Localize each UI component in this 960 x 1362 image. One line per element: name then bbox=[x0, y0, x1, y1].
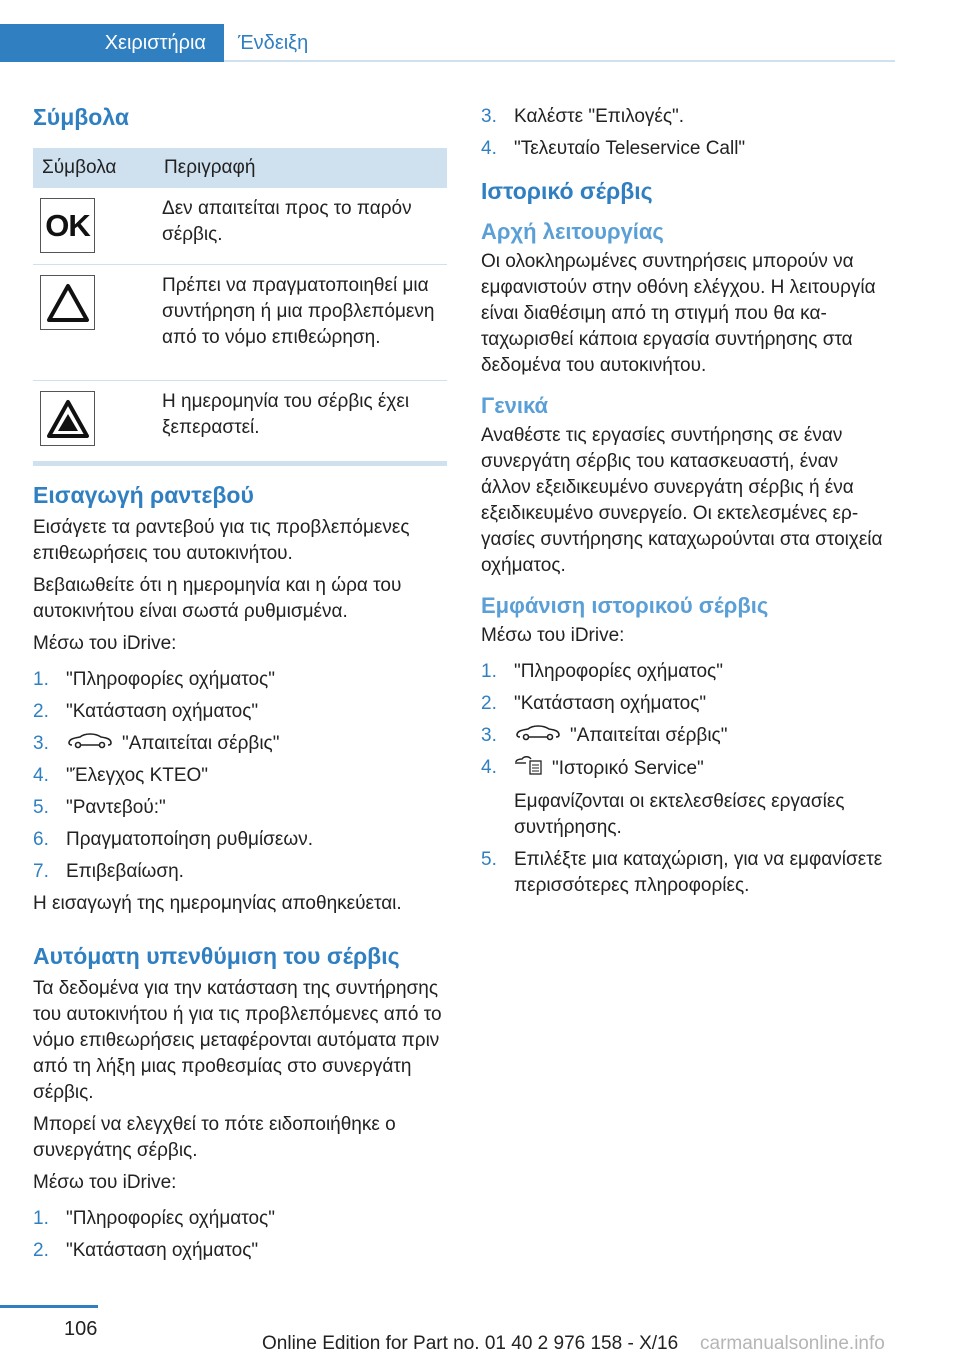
list-item: 4. "Ιστορικό Service" bbox=[481, 755, 886, 783]
appointment-paragraph: Βεβαιωθείτε ότι η ημερομηνία και η ώρα του αυτοκινήτου είναι σωστά ρυθμισμένα. bbox=[33, 575, 402, 622]
principle-title: Αρχή λειτουργίας bbox=[481, 219, 664, 244]
symbol-description: Δεν απαιτείται προς το παρόν σέρβις. bbox=[162, 198, 412, 245]
list-item bbox=[481, 789, 886, 841]
symbol-description: Πρέπει να πραγματοποιηθεί μια συντήρηση ή μια προβλεπόμενη από το νόμο επιθεώρηση. bbox=[162, 275, 435, 348]
list-item: 3. "Απαιτείται σέρβις" bbox=[33, 731, 447, 757]
table-row bbox=[33, 188, 447, 265]
general-paragraph: Αναθέστε τις εργασίες συντήρησης σε έναν συνεργάτη σέρβις του κατασκευαστή, έναν άλλον εξειδικευμένο συνεργάτη σέρβις ή ένα εξειδικευμένο συνεργείο. Οι εκτελεσμένες εργασίες συντήρησης καταχωρούνται στα στοιχεία οχήματος. bbox=[481, 425, 883, 576]
appointment-paragraph: Μέσω του iDrive: bbox=[33, 633, 177, 654]
appointment-steps bbox=[33, 667, 447, 885]
edition-text: Online Edition for Part no. 01 40 2 976 158 - X/16 bbox=[262, 1333, 679, 1354]
list-item: 4. "Τελευταίο Teleservice Call" bbox=[481, 138, 746, 159]
footer-rule bbox=[0, 1305, 98, 1308]
list-item: 1. "Πληροφορίες οχήματος" bbox=[33, 1208, 275, 1229]
header-description: Περιγραφή bbox=[164, 157, 256, 178]
tab-controls[interactable]: Χειριστήρια bbox=[0, 24, 224, 62]
symbols-table bbox=[33, 148, 447, 466]
reminder-paragraph: Μέσω του iDrive: bbox=[33, 1172, 177, 1193]
reminder-section bbox=[33, 943, 447, 1270]
car-service-icon bbox=[66, 731, 114, 757]
history-steps bbox=[481, 659, 886, 899]
car-service-icon bbox=[514, 723, 562, 749]
symbols-section-title: Σύμβολα bbox=[33, 104, 129, 130]
list-item: 1. "Πληροφορίες οχήματος" bbox=[33, 669, 275, 690]
list-item: 6. Πραγματοποίηση ρυθμίσεων. bbox=[33, 829, 313, 851]
history-title: Ιστορικό σέρβις bbox=[481, 178, 653, 204]
list-item: 5. Επιλέξτε μια καταχώριση, για να εμφανίσετε περισσότερες πληροφορίες. bbox=[481, 849, 883, 897]
teleservice-steps bbox=[481, 104, 886, 162]
appointment-title: Εισαγωγή ραντεβού bbox=[33, 482, 254, 508]
list-item: 2. "Κατάσταση οχήματος" bbox=[33, 701, 259, 722]
list-item: 3. "Απαιτείται σέρβις" bbox=[481, 723, 886, 749]
reminder-steps bbox=[33, 1206, 447, 1264]
right-column bbox=[481, 104, 886, 905]
list-item: 4. "Έλεγχος ΚΤΕΟ" bbox=[33, 765, 209, 787]
appointment-paragraph: Εισάγετε τα ραντεβού για τις προβλεπόμενες επιθεωρήσεις του αυτοκινήτου. bbox=[33, 517, 410, 564]
list-item: 1. "Πληροφορίες οχήματος" bbox=[481, 661, 723, 682]
page-number: 106 bbox=[64, 1318, 98, 1340]
ok-icon: OK bbox=[40, 198, 95, 253]
reminder-paragraph: Τα δεδομένα για την κατάσταση της συντήρησης του αυτοκινήτου ή για τις προβλεπόμενες από το νόμο επιθεωρήσεις μεταφέρονται αυτόματα πριν από τη λήξη μιας προθεσμίας στο συνεργάτη σέρβις. bbox=[33, 978, 442, 1103]
warning-triangle-outline-icon bbox=[40, 275, 95, 330]
top-tab-bar bbox=[0, 24, 895, 62]
symbols-table-header bbox=[33, 148, 447, 188]
service-history-icon bbox=[514, 755, 544, 783]
list-item: 7. Επιβεβαίωση. bbox=[33, 861, 184, 883]
list-item: 2. "Κατάσταση οχήματος" bbox=[33, 1240, 259, 1261]
symbol-description: Η ημερομηνία του σέρβις έχει ξεπεραστεί. bbox=[162, 391, 410, 438]
list-item: 2. "Κατάσταση οχήματος" bbox=[481, 693, 707, 714]
table-row bbox=[33, 381, 447, 461]
principle-paragraph: Οι ολοκληρωμένες συντηρήσεις μπορούν να εμφανιστούν στην οθόνη ελέγχου. Η λειτουργία είναι διαθέσιμη από τη στιγμή που θα καταχωρισθεί κάποια εργασία συντήρησης στα δεδομένα του αυτοκινήτου. bbox=[481, 251, 876, 376]
step-note: Εμφανίζονται οι εκτελεσθείσες εργασίες συντήρησης. bbox=[514, 791, 845, 839]
list-item: 3. Καλέστε "Επιλογές". bbox=[481, 106, 685, 127]
tab-display[interactable]: Ένδειξη bbox=[238, 31, 309, 54]
general-title: Γενικά bbox=[481, 393, 549, 418]
table-row bbox=[33, 265, 447, 381]
watermark: carmanualsonline.info bbox=[700, 1333, 885, 1354]
display-history-title: Εμφάνιση ιστορικού σέρβις bbox=[481, 593, 769, 618]
appointment-paragraph: Η εισαγωγή της ημερομηνίας αποθηκεύεται. bbox=[33, 893, 402, 915]
header-symbol: Σύμβολα bbox=[42, 157, 117, 178]
warning-triangle-filled-icon bbox=[40, 391, 95, 446]
reminder-title: Αυτόματη υπενθύμιση του σέρβις bbox=[33, 943, 400, 969]
table-bottom-rule bbox=[33, 461, 447, 466]
reminder-paragraph: Μπορεί να ελεγχθεί το πότε ειδοποιήθηκε ο συνεργάτης σέρβις. bbox=[33, 1114, 396, 1161]
display-paragraph: Μέσω του iDrive: bbox=[481, 625, 625, 646]
appointment-section bbox=[33, 482, 447, 917]
list-item: 5. "Ραντεβού:" bbox=[33, 797, 166, 819]
